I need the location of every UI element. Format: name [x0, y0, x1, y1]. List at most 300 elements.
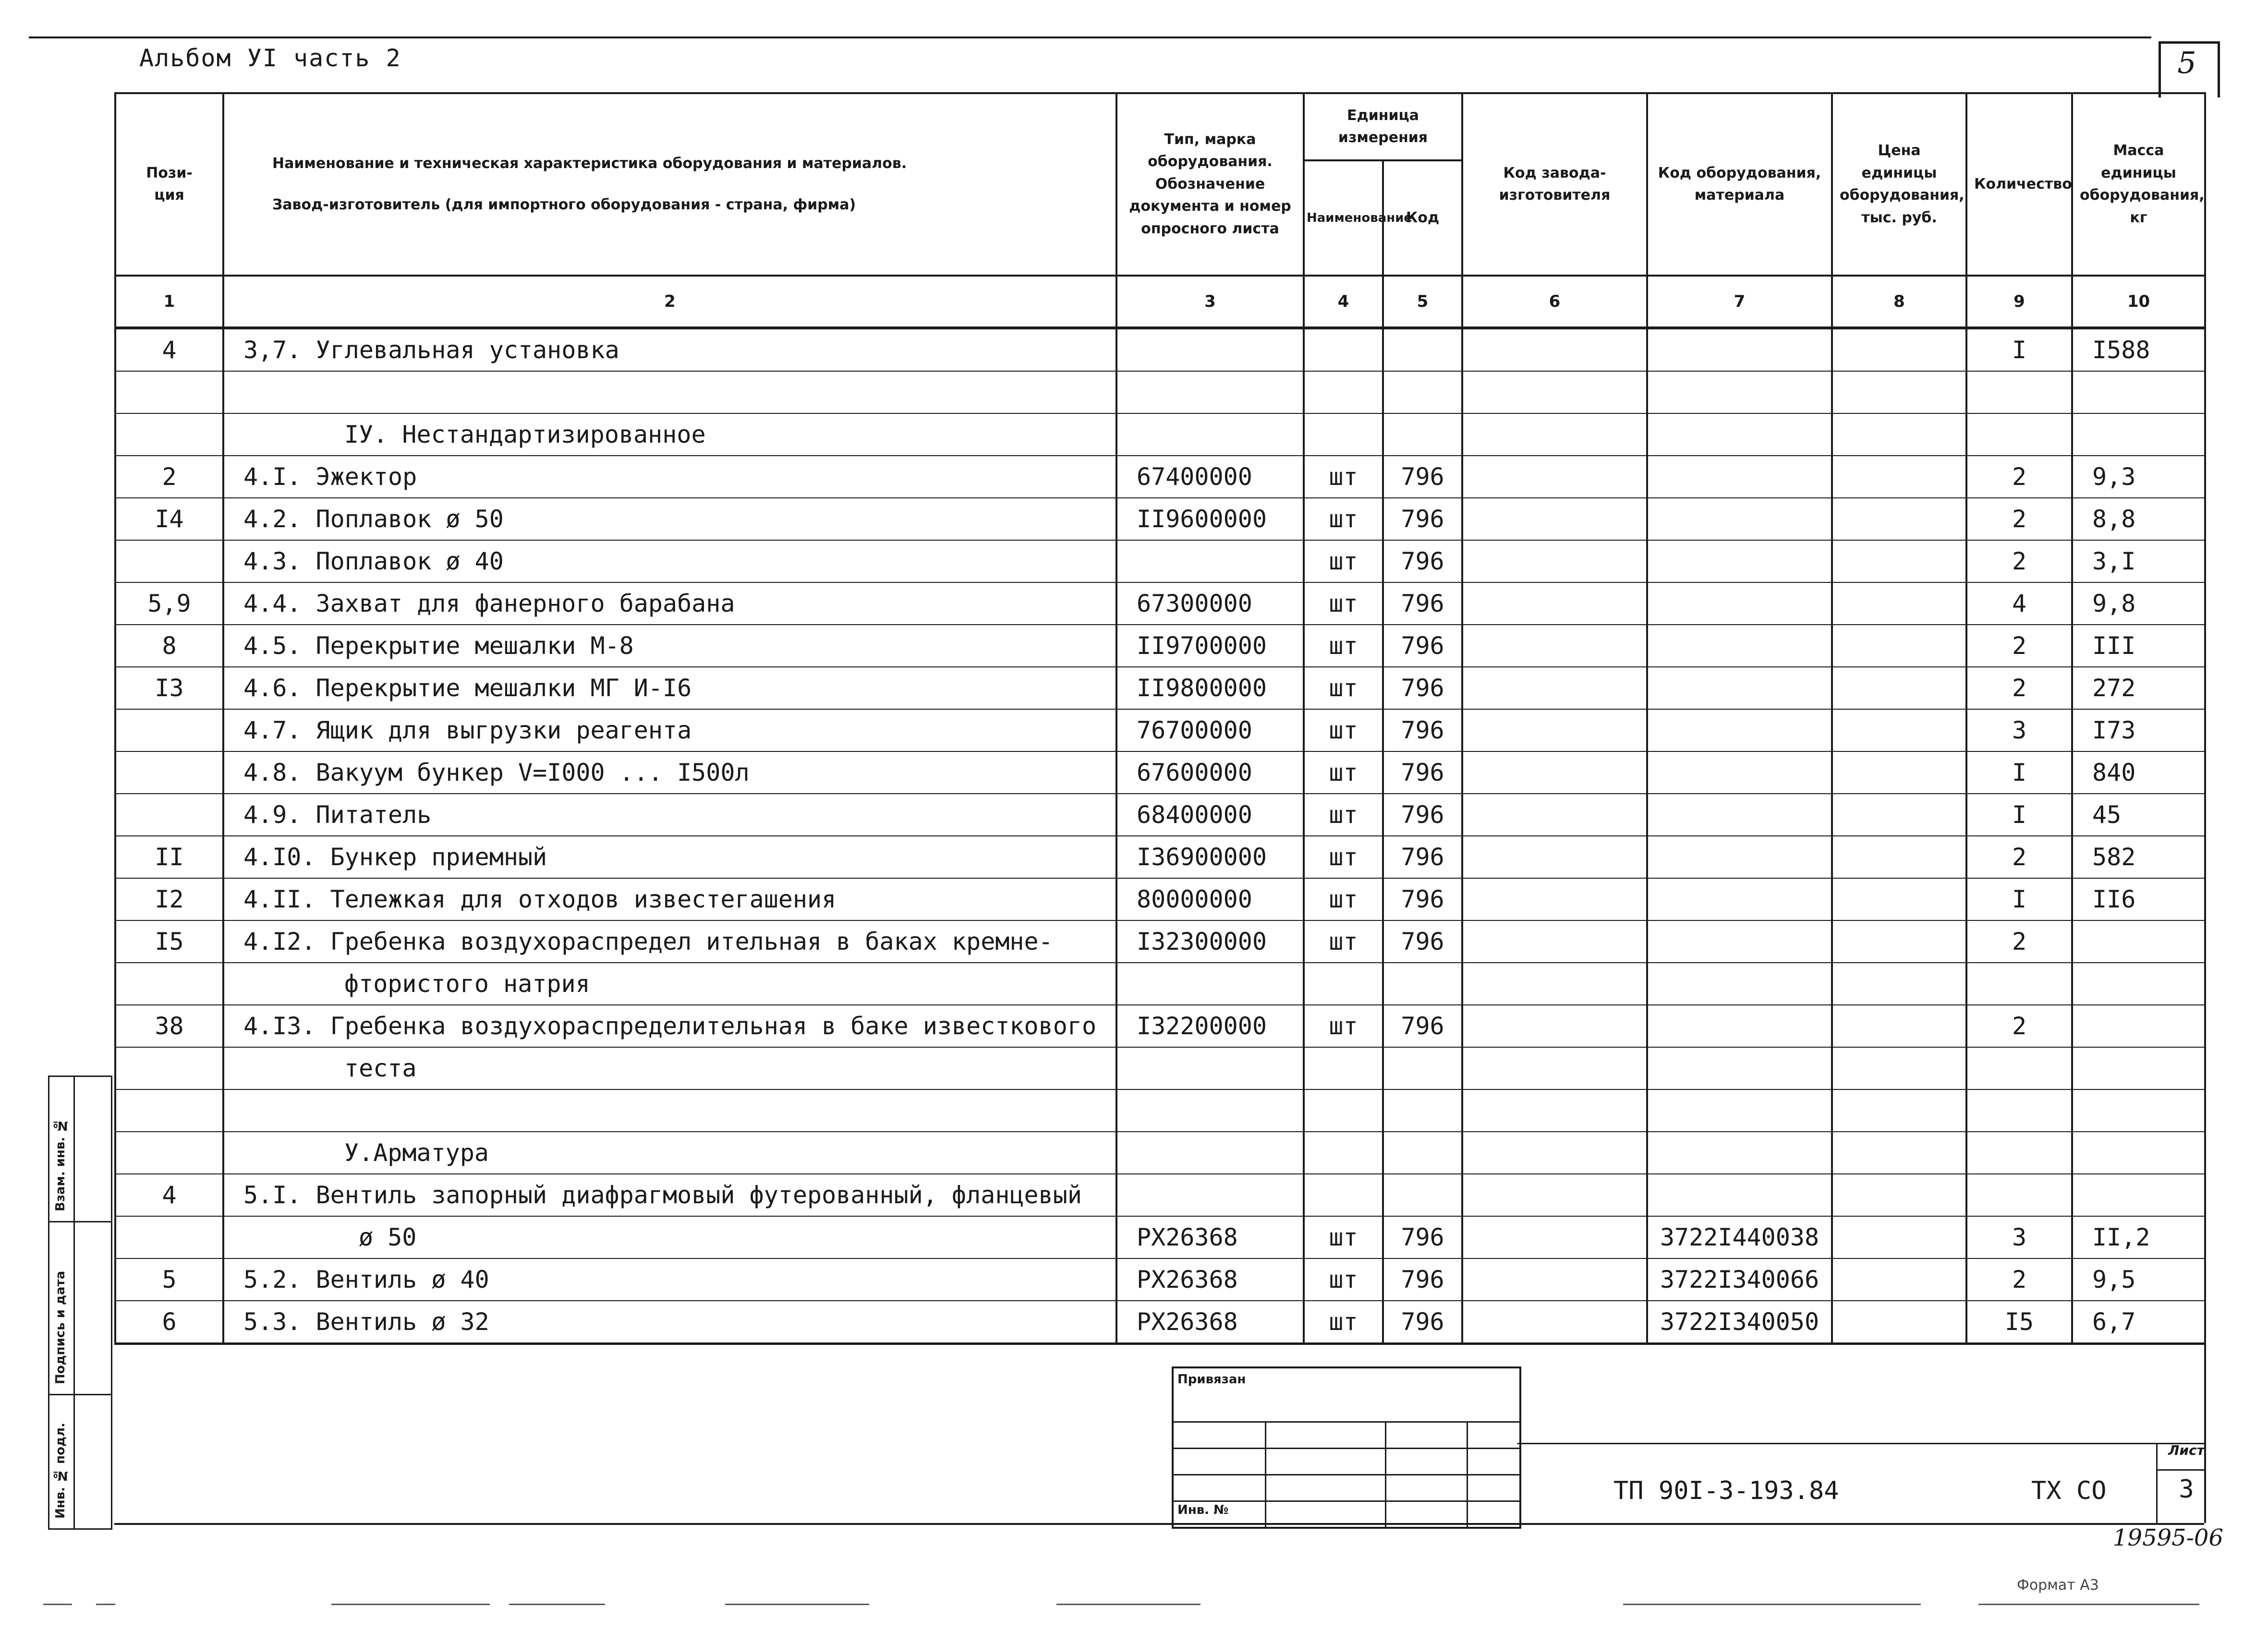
cell-name: 5.I. Вентиль запорный диафрагмовый футерованный, фланцевый — [223, 1174, 1116, 1216]
stamp-line — [1265, 1421, 1266, 1527]
cell-unit: шт — [1304, 1301, 1383, 1344]
side-approval-strip — [48, 1076, 112, 1530]
table-row — [115, 1089, 2205, 1132]
cell-unit-code: 796 — [1383, 1301, 1462, 1344]
table-row — [115, 371, 2205, 413]
cell-equipment-code — [1647, 328, 1832, 371]
cell-type: 76700000 — [1116, 709, 1304, 751]
cell-quantity: 2 — [1966, 625, 2072, 667]
table-row — [115, 1301, 2205, 1344]
cell-unit — [1304, 1174, 1383, 1216]
cell-unit-code: 796 — [1383, 498, 1462, 540]
cell-price — [1832, 456, 1966, 498]
cell-price — [1832, 1047, 1966, 1089]
cell-equipment-code — [1647, 920, 1832, 963]
cell-position — [115, 1047, 223, 1089]
cell-position: I5 — [115, 920, 223, 963]
cell-type: 67400000 — [1116, 456, 1304, 498]
cell-unit — [1304, 1089, 1383, 1132]
cell-plant-code — [1462, 1047, 1647, 1089]
cell-price — [1832, 794, 1966, 836]
cell-type — [1116, 1174, 1304, 1216]
cell-plant-code — [1462, 1301, 1647, 1344]
cell-unit: шт — [1304, 1216, 1383, 1258]
side-label-original-inv: Инв. № подл. — [53, 1423, 68, 1519]
cell-equipment-code — [1647, 667, 1832, 709]
cell-mass — [2072, 1047, 2205, 1089]
stamp-line — [1385, 1421, 1386, 1527]
cell-price — [1832, 1005, 1966, 1047]
table-row — [115, 794, 2205, 836]
cell-equipment-code — [1647, 1047, 1832, 1089]
trim-mark — [1056, 1604, 1201, 1605]
side-strip-line — [49, 1221, 111, 1222]
cell-equipment-code: 3722I440038 — [1647, 1216, 1832, 1258]
trim-mark — [509, 1604, 605, 1605]
paper-format: Формат А3 — [2017, 1577, 2099, 1594]
cell-unit: шт — [1304, 582, 1383, 625]
cell-mass: II6 — [2072, 878, 2205, 920]
cell-name: 3,7. Углевальная установка — [223, 328, 1116, 371]
cell-equipment-code — [1647, 751, 1832, 794]
header-plant-code: Код завода-изготовителя — [1462, 93, 1647, 276]
trim-mark — [1623, 1604, 1921, 1605]
cell-plant-code — [1462, 371, 1647, 413]
cell-price — [1832, 582, 1966, 625]
cell-quantity — [1966, 1047, 2072, 1089]
table-row — [115, 709, 2205, 751]
cell-type — [1116, 328, 1304, 371]
cell-name: IУ. Нестандартизированное — [223, 413, 1116, 456]
cell-mass: 9,3 — [2072, 456, 2205, 498]
cell-price — [1832, 540, 1966, 582]
cell-plant-code — [1462, 498, 1647, 540]
cell-type: РХ26368 — [1116, 1216, 1304, 1258]
cell-mass — [2072, 1005, 2205, 1047]
cell-position — [115, 1132, 223, 1174]
cell-price — [1832, 836, 1966, 878]
cell-unit: шт — [1304, 456, 1383, 498]
cell-name: 4.4. Захват для фанерного барабана — [223, 582, 1116, 625]
table-row — [115, 1216, 2205, 1258]
cell-unit-code — [1383, 328, 1462, 371]
cell-position: 4 — [115, 328, 223, 371]
cell-name: 5.3. Вентиль ø 32 — [223, 1301, 1116, 1344]
cell-position — [115, 371, 223, 413]
table-row — [115, 878, 2205, 920]
table-row — [115, 751, 2205, 794]
cell-name: 4.7. Ящик для выгрузки реагента — [223, 709, 1116, 751]
column-number: 9 — [1966, 276, 2072, 328]
cell-equipment-code: 3722I340050 — [1647, 1301, 1832, 1344]
cell-position: 6 — [115, 1301, 223, 1344]
cell-mass: 582 — [2072, 836, 2205, 878]
cell-unit-code: 796 — [1383, 751, 1462, 794]
cell-type: 67600000 — [1116, 751, 1304, 794]
cell-unit-code: 796 — [1383, 794, 1462, 836]
cell-plant-code — [1462, 836, 1647, 878]
cell-type: I32200000 — [1116, 1005, 1304, 1047]
cell-name: фтористого натрия — [223, 963, 1116, 1005]
cell-name: У.Арматура — [223, 1132, 1116, 1174]
cell-name: 4.2. Поплавок ø 50 — [223, 498, 1116, 540]
cell-name: 4.II. Тележкая для отходов известегашения — [223, 878, 1116, 920]
cell-name: 4.8. Вакуум бункер V=I000 ... I500л — [223, 751, 1116, 794]
right-frame-line — [2204, 92, 2206, 1523]
cell-mass: III — [2072, 625, 2205, 667]
cell-type: II9800000 — [1116, 667, 1304, 709]
sheet-number: 3 — [2179, 1475, 2194, 1504]
cell-quantity: 2 — [1966, 498, 2072, 540]
cell-unit: шт — [1304, 709, 1383, 751]
header-mass: Масса единицы оборудования, кг — [2072, 93, 2205, 276]
cell-mass — [2072, 1174, 2205, 1216]
cell-plant-code — [1462, 667, 1647, 709]
cell-position: 38 — [115, 1005, 223, 1047]
cell-plant-code — [1462, 413, 1647, 456]
cell-unit-code — [1383, 413, 1462, 456]
cell-mass: I588 — [2072, 328, 2205, 371]
cell-position — [115, 1216, 223, 1258]
cell-unit: шт — [1304, 751, 1383, 794]
header-type: Тип, марка оборудования. Обозначение документа и номер опросного листа — [1116, 93, 1304, 276]
cell-quantity: 2 — [1966, 456, 2072, 498]
header-unit-group: Единица измерения — [1304, 93, 1462, 160]
column-number: 1 — [115, 276, 223, 328]
cell-price — [1832, 709, 1966, 751]
column-number: 5 — [1383, 276, 1462, 328]
cell-quantity: I — [1966, 751, 2072, 794]
cell-price — [1832, 1089, 1966, 1132]
cell-type: II9600000 — [1116, 498, 1304, 540]
cell-position — [115, 413, 223, 456]
cell-quantity — [1966, 371, 2072, 413]
cell-unit: шт — [1304, 625, 1383, 667]
document-code: ТП 90I-3-193.84 — [1613, 1476, 1839, 1505]
page-number: 5 — [2177, 45, 2196, 80]
stamp-line — [1467, 1421, 1468, 1527]
cell-equipment-code — [1647, 709, 1832, 751]
cell-price — [1832, 1301, 1966, 1344]
cell-quantity: 2 — [1966, 836, 2072, 878]
cell-plant-code — [1462, 920, 1647, 963]
cell-plant-code — [1462, 625, 1647, 667]
cell-price — [1832, 751, 1966, 794]
cell-equipment-code — [1647, 1132, 1832, 1174]
cell-equipment-code — [1647, 1005, 1832, 1047]
cell-equipment-code — [1647, 498, 1832, 540]
cell-equipment-code: 3722I340066 — [1647, 1258, 1832, 1301]
cell-position — [115, 709, 223, 751]
cell-unit: шт — [1304, 667, 1383, 709]
title-block-line — [1517, 1443, 2204, 1444]
cell-quantity: 3 — [1966, 1216, 2072, 1258]
cell-type: 80000000 — [1116, 878, 1304, 920]
cell-mass: II,2 — [2072, 1216, 2205, 1258]
cell-name: 4.3. Поплавок ø 40 — [223, 540, 1116, 582]
header-quantity: Количество — [1966, 93, 2072, 276]
table-row — [115, 667, 2205, 709]
cell-name: 4.I3. Гребенка воздухораспределительная в баке известкового — [223, 1005, 1116, 1047]
table-row — [115, 836, 2205, 878]
cell-plant-code — [1462, 456, 1647, 498]
specification-table — [114, 92, 2206, 1345]
table-row — [115, 1005, 2205, 1047]
cell-name: 4.I0. Бункер приемный — [223, 836, 1116, 878]
cell-mass: 840 — [2072, 751, 2205, 794]
cell-unit: шт — [1304, 920, 1383, 963]
cell-price — [1832, 328, 1966, 371]
cell-type — [1116, 371, 1304, 413]
cell-plant-code — [1462, 751, 1647, 794]
cell-unit-code: 796 — [1383, 667, 1462, 709]
cell-quantity: I — [1966, 878, 2072, 920]
table-row — [115, 963, 2205, 1005]
cell-type — [1116, 540, 1304, 582]
cell-type: РХ26368 — [1116, 1258, 1304, 1301]
column-number: 6 — [1462, 276, 1647, 328]
cell-plant-code — [1462, 1089, 1647, 1132]
cell-unit-code — [1383, 1174, 1462, 1216]
cell-unit-code — [1383, 1132, 1462, 1174]
cell-plant-code — [1462, 1132, 1647, 1174]
cell-quantity: 2 — [1966, 1005, 2072, 1047]
cell-unit — [1304, 328, 1383, 371]
cell-unit-code: 796 — [1383, 1005, 1462, 1047]
cell-mass: 9,8 — [2072, 582, 2205, 625]
stamp-inventory-label: Инв. № — [1177, 1503, 1229, 1517]
cell-name: 4.9. Питатель — [223, 794, 1116, 836]
cell-unit-code: 796 — [1383, 1216, 1462, 1258]
cell-unit-code: 796 — [1383, 456, 1462, 498]
side-label-signature-date: Подпись и дата — [53, 1270, 68, 1384]
cell-type: I36900000 — [1116, 836, 1304, 878]
cell-equipment-code — [1647, 836, 1832, 878]
title-block-bottom-line — [114, 1523, 2204, 1525]
cell-mass — [2072, 963, 2205, 1005]
table-row — [115, 413, 2205, 456]
cell-unit — [1304, 1132, 1383, 1174]
side-strip-line — [49, 1394, 111, 1395]
cell-quantity — [1966, 1132, 2072, 1174]
table-row — [115, 540, 2205, 582]
cell-unit: шт — [1304, 836, 1383, 878]
cell-unit: шт — [1304, 878, 1383, 920]
cell-mass — [2072, 920, 2205, 963]
album-title: Альбом УI часть 2 — [139, 44, 401, 72]
cell-unit-code — [1383, 1089, 1462, 1132]
cell-unit — [1304, 1047, 1383, 1089]
cell-mass: 45 — [2072, 794, 2205, 836]
cell-equipment-code — [1647, 371, 1832, 413]
cell-price — [1832, 878, 1966, 920]
cell-mass: I73 — [2072, 709, 2205, 751]
cell-quantity: 2 — [1966, 667, 2072, 709]
cell-position — [115, 751, 223, 794]
stamp-binding-label: Привязан — [1177, 1372, 1246, 1387]
trim-mark — [725, 1604, 869, 1605]
cell-type: I32300000 — [1116, 920, 1304, 963]
cell-quantity — [1966, 1174, 2072, 1216]
cell-plant-code — [1462, 1258, 1647, 1301]
cell-quantity: 2 — [1966, 1258, 2072, 1301]
cell-price — [1832, 625, 1966, 667]
table-row — [115, 1132, 2205, 1174]
table-row — [115, 920, 2205, 963]
table-row — [115, 328, 2205, 371]
cell-plant-code — [1462, 540, 1647, 582]
cell-name: 4.I2. Гребенка воздухораспредел ительная в баках кремне- — [223, 920, 1116, 963]
cell-mass: 9,5 — [2072, 1258, 2205, 1301]
cell-equipment-code — [1647, 1174, 1832, 1216]
cell-plant-code — [1462, 1005, 1647, 1047]
cell-plant-code — [1462, 794, 1647, 836]
cell-plant-code — [1462, 963, 1647, 1005]
title-block-line — [2156, 1469, 2204, 1471]
column-number-row — [115, 276, 2205, 328]
cell-position: I3 — [115, 667, 223, 709]
table-row — [115, 1258, 2205, 1301]
cell-position: 5,9 — [115, 582, 223, 625]
cell-position: I2 — [115, 878, 223, 920]
header-equipment-code: Код оборудования, материала — [1647, 93, 1832, 276]
cell-mass — [2072, 1132, 2205, 1174]
table-row — [115, 1174, 2205, 1216]
cell-position — [115, 1089, 223, 1132]
header-unit-name: Наименование — [1304, 160, 1383, 276]
cell-equipment-code — [1647, 878, 1832, 920]
cell-mass — [2072, 1089, 2205, 1132]
cell-unit — [1304, 371, 1383, 413]
cell-position: II — [115, 836, 223, 878]
cell-unit-code: 796 — [1383, 920, 1462, 963]
cell-equipment-code — [1647, 625, 1832, 667]
cell-position: 2 — [115, 456, 223, 498]
cell-plant-code — [1462, 1174, 1647, 1216]
column-number: 4 — [1304, 276, 1383, 328]
column-number: 8 — [1832, 276, 1966, 328]
cell-name: ø 50 — [223, 1216, 1116, 1258]
cell-price — [1832, 413, 1966, 456]
cell-price — [1832, 1258, 1966, 1301]
cell-unit-code: 796 — [1383, 1258, 1462, 1301]
cell-quantity: 4 — [1966, 582, 2072, 625]
cell-price — [1832, 1216, 1966, 1258]
document-type: ТХ СО — [2031, 1476, 2107, 1505]
inventory-number: 19595-06 — [2113, 1524, 2223, 1551]
cell-quantity: I — [1966, 794, 2072, 836]
cell-price — [1832, 371, 1966, 413]
cell-mass: 6,7 — [2072, 1301, 2205, 1344]
cell-unit: шт — [1304, 1005, 1383, 1047]
cell-plant-code — [1462, 582, 1647, 625]
cell-quantity: 2 — [1966, 540, 2072, 582]
cell-unit: шт — [1304, 540, 1383, 582]
cell-price — [1832, 963, 1966, 1005]
cell-price — [1832, 1174, 1966, 1216]
cell-equipment-code — [1647, 413, 1832, 456]
cell-unit-code: 796 — [1383, 540, 1462, 582]
cell-position: 4 — [115, 1174, 223, 1216]
cell-position: I4 — [115, 498, 223, 540]
cell-type — [1116, 1089, 1304, 1132]
cell-mass — [2072, 413, 2205, 456]
cell-equipment-code — [1647, 540, 1832, 582]
cell-quantity: I5 — [1966, 1301, 2072, 1344]
cell-type: 68400000 — [1116, 794, 1304, 836]
cell-price — [1832, 1132, 1966, 1174]
column-number: 3 — [1116, 276, 1304, 328]
cell-type — [1116, 963, 1304, 1005]
trim-mark — [96, 1604, 115, 1605]
cell-type: II9700000 — [1116, 625, 1304, 667]
cell-type — [1116, 413, 1304, 456]
cell-quantity — [1966, 413, 2072, 456]
table-row — [115, 1047, 2205, 1089]
top-border-line — [29, 36, 2151, 38]
table-body — [115, 328, 2205, 1344]
cell-unit — [1304, 413, 1383, 456]
header-price: Цена единицы оборудования, тыс. руб. — [1832, 93, 1966, 276]
cell-unit-code — [1383, 963, 1462, 1005]
cell-quantity: I — [1966, 328, 2072, 371]
cell-price — [1832, 667, 1966, 709]
cell-equipment-code — [1647, 794, 1832, 836]
cell-name: 4.6. Перекрытие мешалки МГ И-I6 — [223, 667, 1116, 709]
table-row — [115, 625, 2205, 667]
table-row — [115, 498, 2205, 540]
column-number: 2 — [223, 276, 1116, 328]
cell-type: РХ26368 — [1116, 1301, 1304, 1344]
table-row — [115, 456, 2205, 498]
cell-unit-code: 796 — [1383, 582, 1462, 625]
cell-name: 4.5. Перекрытие мешалки М-8 — [223, 625, 1116, 667]
cell-unit-code: 796 — [1383, 836, 1462, 878]
cell-unit-code: 796 — [1383, 709, 1462, 751]
cell-mass — [2072, 371, 2205, 413]
cell-unit: шт — [1304, 794, 1383, 836]
cell-mass: 3,I — [2072, 540, 2205, 582]
cell-name: теста — [223, 1047, 1116, 1089]
cell-quantity — [1966, 963, 2072, 1005]
cell-unit-code: 796 — [1383, 625, 1462, 667]
cell-position — [115, 540, 223, 582]
cell-mass: 8,8 — [2072, 498, 2205, 540]
cell-name: 4.I. Эжектор — [223, 456, 1116, 498]
cell-name: 5.2. Вентиль ø 40 — [223, 1258, 1116, 1301]
side-label-replacement-inv: Взам. инв. № — [53, 1118, 68, 1211]
cell-unit: шт — [1304, 1258, 1383, 1301]
cell-name — [223, 371, 1116, 413]
cell-name — [223, 1089, 1116, 1132]
cell-position — [115, 963, 223, 1005]
cell-position: 5 — [115, 1258, 223, 1301]
cell-plant-code — [1462, 878, 1647, 920]
cell-price — [1832, 920, 1966, 963]
cell-position: 8 — [115, 625, 223, 667]
cell-plant-code — [1462, 328, 1647, 371]
header-unit-code: Код — [1383, 160, 1462, 276]
side-strip-divider — [73, 1077, 75, 1528]
cell-unit — [1304, 963, 1383, 1005]
column-number: 7 — [1647, 276, 1832, 328]
cell-plant-code — [1462, 709, 1647, 751]
title-block-line — [2156, 1443, 2158, 1523]
cell-quantity: 2 — [1966, 920, 2072, 963]
table-row — [115, 582, 2205, 625]
cell-type — [1116, 1047, 1304, 1089]
cell-quantity: 3 — [1966, 709, 2072, 751]
